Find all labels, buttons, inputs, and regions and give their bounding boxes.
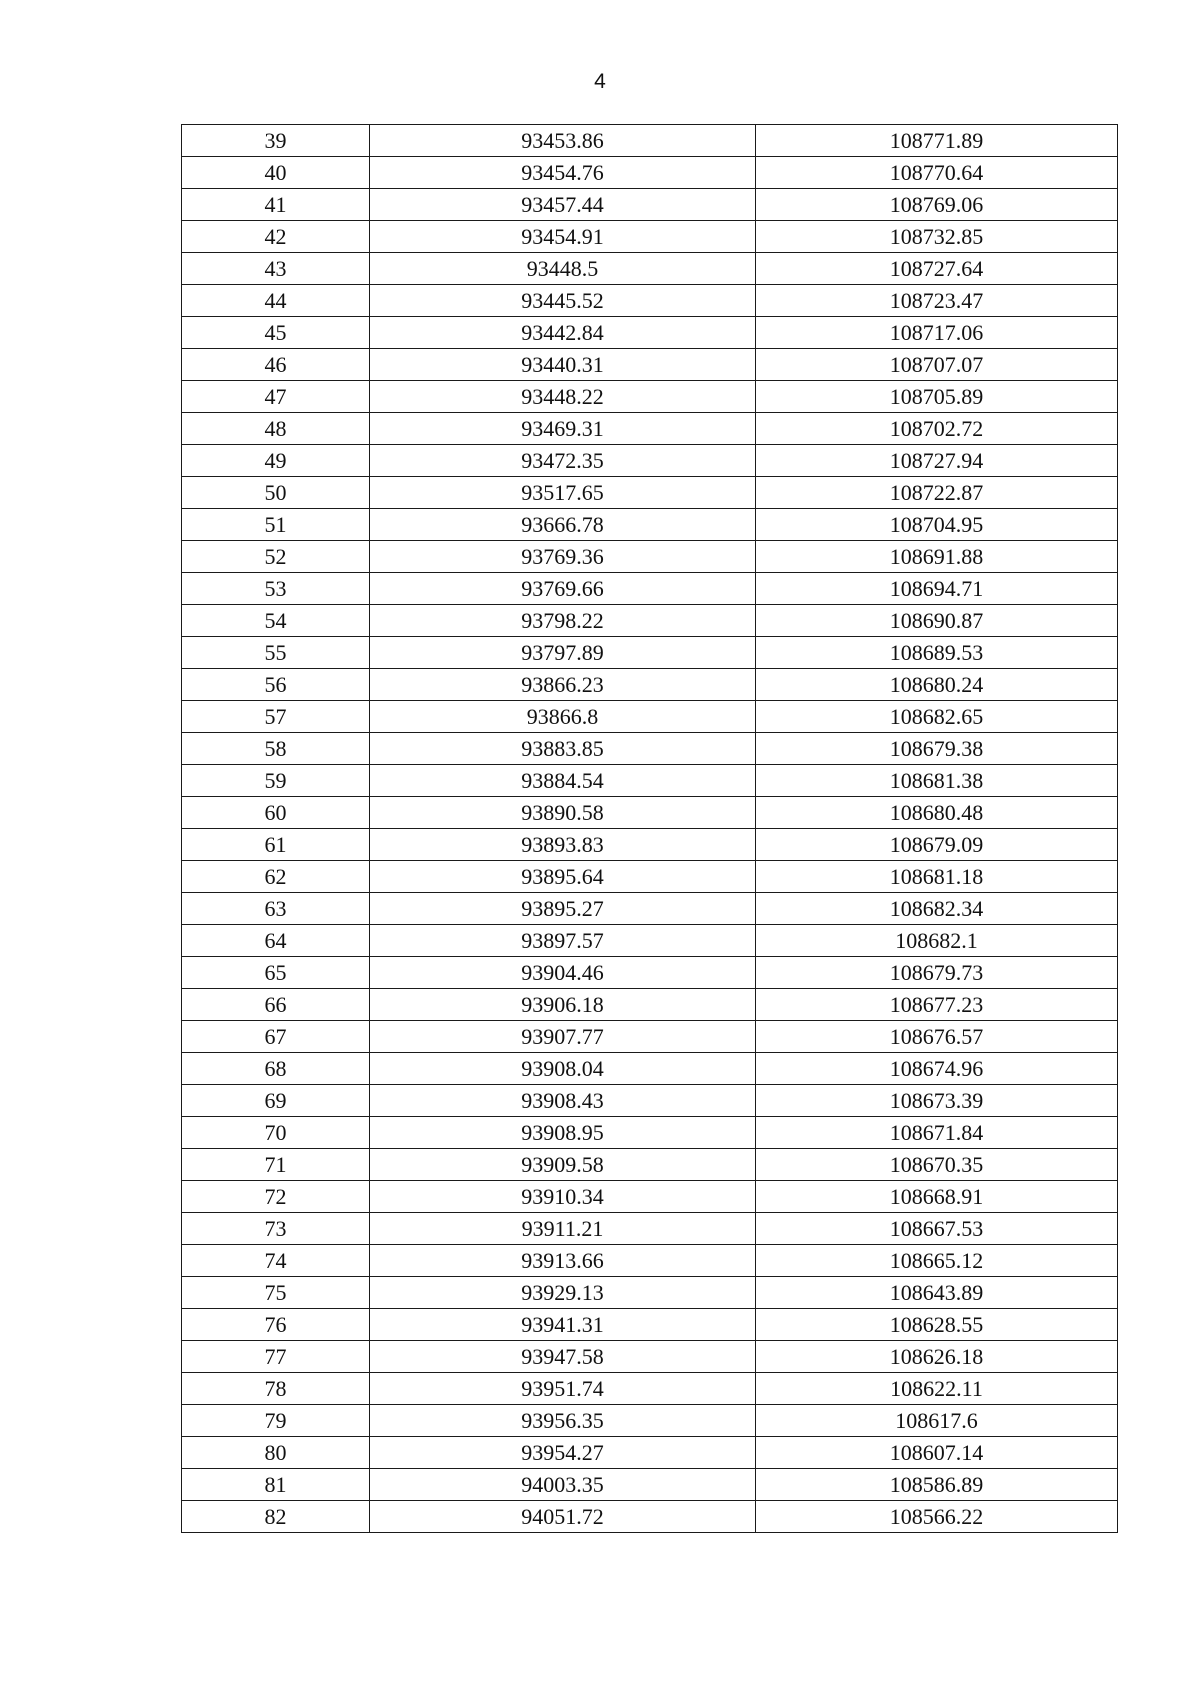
point-number-cell: 54 <box>182 605 370 637</box>
point-number-cell: 44 <box>182 285 370 317</box>
x-coordinate-cell: 93866.8 <box>370 701 756 733</box>
y-coordinate-cell: 108665.12 <box>756 1245 1118 1277</box>
y-coordinate-cell: 108681.18 <box>756 861 1118 893</box>
table-row <box>182 605 1118 637</box>
x-coordinate-cell: 94051.72 <box>370 1501 756 1533</box>
x-coordinate-cell: 93906.18 <box>370 989 756 1021</box>
point-number-cell: 61 <box>182 829 370 861</box>
y-coordinate-cell: 108727.64 <box>756 253 1118 285</box>
x-coordinate-cell: 93797.89 <box>370 637 756 669</box>
table-row <box>182 1021 1118 1053</box>
y-coordinate-cell: 108607.14 <box>756 1437 1118 1469</box>
x-coordinate-cell: 93956.35 <box>370 1405 756 1437</box>
table-row <box>182 1277 1118 1309</box>
table-row <box>182 733 1118 765</box>
y-coordinate-cell: 108682.1 <box>756 925 1118 957</box>
y-coordinate-cell: 108643.89 <box>756 1277 1118 1309</box>
y-coordinate-cell: 108566.22 <box>756 1501 1118 1533</box>
point-number-cell: 55 <box>182 637 370 669</box>
table-row <box>182 1149 1118 1181</box>
table-row <box>182 765 1118 797</box>
point-number-cell: 40 <box>182 157 370 189</box>
table-row <box>182 893 1118 925</box>
y-coordinate-cell: 108722.87 <box>756 477 1118 509</box>
table-body <box>182 125 1118 1533</box>
y-coordinate-cell: 108679.38 <box>756 733 1118 765</box>
table-row <box>182 1469 1118 1501</box>
x-coordinate-cell: 93895.64 <box>370 861 756 893</box>
y-coordinate-cell: 108694.71 <box>756 573 1118 605</box>
y-coordinate-cell: 108769.06 <box>756 189 1118 221</box>
table-row <box>182 1437 1118 1469</box>
table-row <box>182 1341 1118 1373</box>
point-number-cell: 81 <box>182 1469 370 1501</box>
x-coordinate-cell: 93954.27 <box>370 1437 756 1469</box>
x-coordinate-cell: 93769.66 <box>370 573 756 605</box>
point-number-cell: 59 <box>182 765 370 797</box>
y-coordinate-cell: 108690.87 <box>756 605 1118 637</box>
point-number-cell: 82 <box>182 1501 370 1533</box>
y-coordinate-cell: 108673.39 <box>756 1085 1118 1117</box>
x-coordinate-cell: 93517.65 <box>370 477 756 509</box>
y-coordinate-cell: 108689.53 <box>756 637 1118 669</box>
table-row <box>182 829 1118 861</box>
table-row <box>182 157 1118 189</box>
point-number-cell: 69 <box>182 1085 370 1117</box>
table-row <box>182 1085 1118 1117</box>
x-coordinate-cell: 93951.74 <box>370 1373 756 1405</box>
point-number-cell: 43 <box>182 253 370 285</box>
coordinate-table <box>181 124 1118 1533</box>
page-number: 4 <box>594 70 606 93</box>
point-number-cell: 53 <box>182 573 370 605</box>
x-coordinate-cell: 93941.31 <box>370 1309 756 1341</box>
point-number-cell: 60 <box>182 797 370 829</box>
x-coordinate-cell: 93893.83 <box>370 829 756 861</box>
y-coordinate-cell: 108705.89 <box>756 381 1118 413</box>
x-coordinate-cell: 93454.91 <box>370 221 756 253</box>
x-coordinate-cell: 94003.35 <box>370 1469 756 1501</box>
x-coordinate-cell: 93909.58 <box>370 1149 756 1181</box>
point-number-cell: 48 <box>182 413 370 445</box>
table-row <box>182 1181 1118 1213</box>
table-row <box>182 669 1118 701</box>
x-coordinate-cell: 93929.13 <box>370 1277 756 1309</box>
point-number-cell: 39 <box>182 125 370 157</box>
point-number-cell: 78 <box>182 1373 370 1405</box>
y-coordinate-cell: 108670.35 <box>756 1149 1118 1181</box>
x-coordinate-cell: 93769.36 <box>370 541 756 573</box>
table-row <box>182 861 1118 893</box>
y-coordinate-cell: 108617.6 <box>756 1405 1118 1437</box>
table-row <box>182 925 1118 957</box>
y-coordinate-cell: 108723.47 <box>756 285 1118 317</box>
x-coordinate-cell: 93442.84 <box>370 317 756 349</box>
point-number-cell: 49 <box>182 445 370 477</box>
table-row <box>182 1053 1118 1085</box>
table-row <box>182 125 1118 157</box>
x-coordinate-cell: 93897.57 <box>370 925 756 957</box>
y-coordinate-cell: 108677.23 <box>756 989 1118 1021</box>
point-number-cell: 67 <box>182 1021 370 1053</box>
table-row <box>182 349 1118 381</box>
y-coordinate-cell: 108679.09 <box>756 829 1118 861</box>
y-coordinate-cell: 108702.72 <box>756 413 1118 445</box>
x-coordinate-cell: 93947.58 <box>370 1341 756 1373</box>
x-coordinate-cell: 93448.22 <box>370 381 756 413</box>
x-coordinate-cell: 93910.34 <box>370 1181 756 1213</box>
point-number-cell: 71 <box>182 1149 370 1181</box>
x-coordinate-cell: 93472.35 <box>370 445 756 477</box>
table-row <box>182 477 1118 509</box>
x-coordinate-cell: 93908.95 <box>370 1117 756 1149</box>
y-coordinate-cell: 108671.84 <box>756 1117 1118 1149</box>
y-coordinate-cell: 108679.73 <box>756 957 1118 989</box>
point-number-cell: 51 <box>182 509 370 541</box>
point-number-cell: 80 <box>182 1437 370 1469</box>
x-coordinate-cell: 93890.58 <box>370 797 756 829</box>
table-row <box>182 573 1118 605</box>
y-coordinate-cell: 108727.94 <box>756 445 1118 477</box>
point-number-cell: 41 <box>182 189 370 221</box>
y-coordinate-cell: 108680.24 <box>756 669 1118 701</box>
table-row <box>182 1245 1118 1277</box>
point-number-cell: 74 <box>182 1245 370 1277</box>
point-number-cell: 57 <box>182 701 370 733</box>
y-coordinate-cell: 108681.38 <box>756 765 1118 797</box>
point-number-cell: 76 <box>182 1309 370 1341</box>
x-coordinate-cell: 93883.85 <box>370 733 756 765</box>
x-coordinate-cell: 93908.04 <box>370 1053 756 1085</box>
point-number-cell: 72 <box>182 1181 370 1213</box>
table-row <box>182 381 1118 413</box>
table-row <box>182 1501 1118 1533</box>
x-coordinate-cell: 93798.22 <box>370 605 756 637</box>
point-number-cell: 70 <box>182 1117 370 1149</box>
table-row <box>182 1373 1118 1405</box>
x-coordinate-cell: 93911.21 <box>370 1213 756 1245</box>
table-row <box>182 189 1118 221</box>
y-coordinate-cell: 108704.95 <box>756 509 1118 541</box>
table-row <box>182 1117 1118 1149</box>
point-number-cell: 58 <box>182 733 370 765</box>
point-number-cell: 63 <box>182 893 370 925</box>
point-number-cell: 65 <box>182 957 370 989</box>
point-number-cell: 66 <box>182 989 370 1021</box>
y-coordinate-cell: 108622.11 <box>756 1373 1118 1405</box>
y-coordinate-cell: 108771.89 <box>756 125 1118 157</box>
y-coordinate-cell: 108682.34 <box>756 893 1118 925</box>
point-number-cell: 56 <box>182 669 370 701</box>
point-number-cell: 77 <box>182 1341 370 1373</box>
point-number-cell: 75 <box>182 1277 370 1309</box>
x-coordinate-cell: 93666.78 <box>370 509 756 541</box>
table-row <box>182 285 1118 317</box>
y-coordinate-cell: 108770.64 <box>756 157 1118 189</box>
x-coordinate-cell: 93895.27 <box>370 893 756 925</box>
y-coordinate-cell: 108674.96 <box>756 1053 1118 1085</box>
point-number-cell: 47 <box>182 381 370 413</box>
table-row <box>182 413 1118 445</box>
x-coordinate-cell: 93453.86 <box>370 125 756 157</box>
table-row <box>182 1405 1118 1437</box>
table-row <box>182 637 1118 669</box>
y-coordinate-cell: 108668.91 <box>756 1181 1118 1213</box>
point-number-cell: 46 <box>182 349 370 381</box>
point-number-cell: 52 <box>182 541 370 573</box>
table-row <box>182 701 1118 733</box>
x-coordinate-cell: 93866.23 <box>370 669 756 701</box>
table-row <box>182 541 1118 573</box>
y-coordinate-cell: 108680.48 <box>756 797 1118 829</box>
x-coordinate-cell: 93908.43 <box>370 1085 756 1117</box>
x-coordinate-cell: 93907.77 <box>370 1021 756 1053</box>
point-number-cell: 42 <box>182 221 370 253</box>
table-row <box>182 1213 1118 1245</box>
table-row <box>182 1309 1118 1341</box>
y-coordinate-cell: 108717.06 <box>756 317 1118 349</box>
y-coordinate-cell: 108691.88 <box>756 541 1118 573</box>
point-number-cell: 79 <box>182 1405 370 1437</box>
y-coordinate-cell: 108707.07 <box>756 349 1118 381</box>
point-number-cell: 62 <box>182 861 370 893</box>
x-coordinate-cell: 93448.5 <box>370 253 756 285</box>
table-row <box>182 509 1118 541</box>
point-number-cell: 50 <box>182 477 370 509</box>
table-row <box>182 317 1118 349</box>
x-coordinate-cell: 93445.52 <box>370 285 756 317</box>
point-number-cell: 73 <box>182 1213 370 1245</box>
x-coordinate-cell: 93457.44 <box>370 189 756 221</box>
x-coordinate-cell: 93904.46 <box>370 957 756 989</box>
y-coordinate-cell: 108586.89 <box>756 1469 1118 1501</box>
y-coordinate-cell: 108676.57 <box>756 1021 1118 1053</box>
point-number-cell: 45 <box>182 317 370 349</box>
table-row <box>182 957 1118 989</box>
x-coordinate-cell: 93440.31 <box>370 349 756 381</box>
point-number-cell: 68 <box>182 1053 370 1085</box>
y-coordinate-cell: 108667.53 <box>756 1213 1118 1245</box>
y-coordinate-cell: 108682.65 <box>756 701 1118 733</box>
y-coordinate-cell: 108628.55 <box>756 1309 1118 1341</box>
table-row <box>182 797 1118 829</box>
x-coordinate-cell: 93469.31 <box>370 413 756 445</box>
x-coordinate-cell: 93913.66 <box>370 1245 756 1277</box>
x-coordinate-cell: 93454.76 <box>370 157 756 189</box>
y-coordinate-cell: 108626.18 <box>756 1341 1118 1373</box>
point-number-cell: 64 <box>182 925 370 957</box>
y-coordinate-cell: 108732.85 <box>756 221 1118 253</box>
table-row <box>182 989 1118 1021</box>
table-row <box>182 221 1118 253</box>
table-row <box>182 445 1118 477</box>
x-coordinate-cell: 93884.54 <box>370 765 756 797</box>
table-row <box>182 253 1118 285</box>
